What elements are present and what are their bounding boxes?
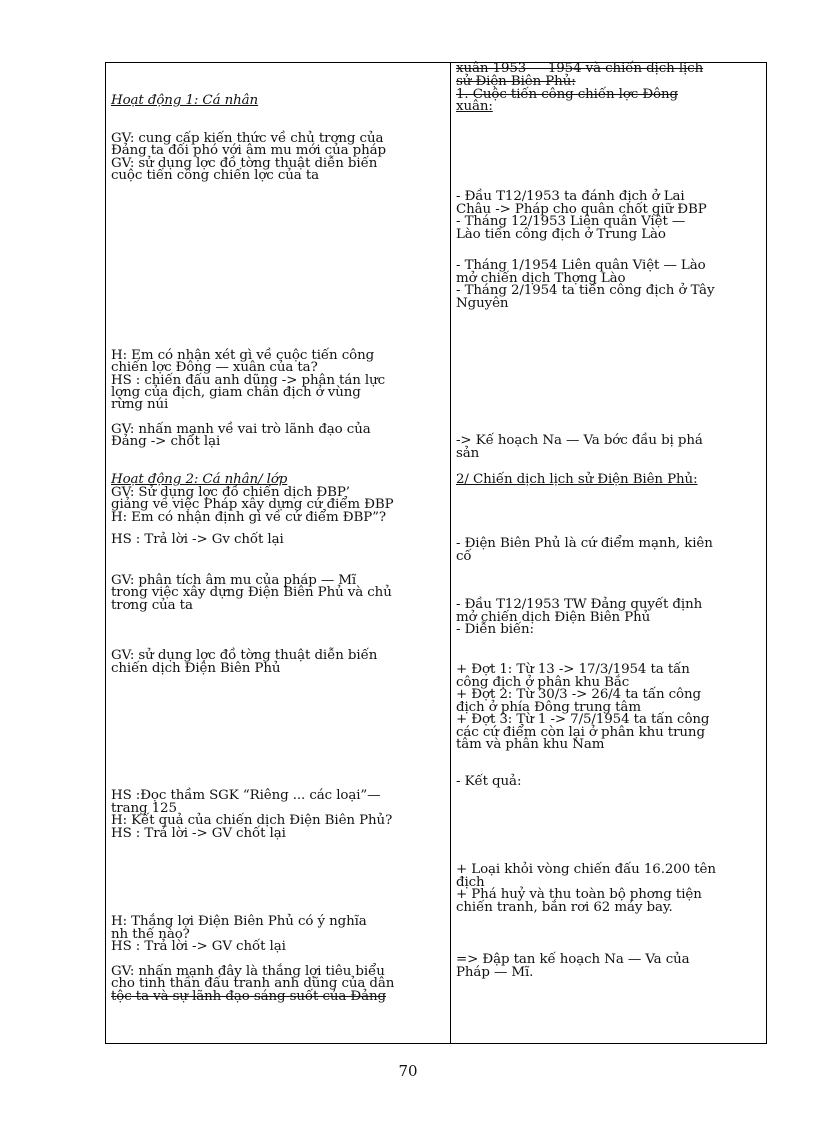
right-column-line: các cứ điểm còn lại ở phân khu trung: [456, 725, 705, 740]
left-column-line: GV: cung cấp kiến thức về chủ trơng của: [111, 131, 384, 146]
left-column-line: HS : Trả lời -> GV chốt lại: [111, 939, 286, 954]
right-column-line: Pháp — Mĩ.: [456, 965, 534, 980]
left-column-line: giảng về việc Pháp xây dựng cứ điểm ĐBP: [111, 497, 394, 512]
right-column-line: + Đợt 2: Từ 30/3 -> 26/4 ta tấn công: [456, 687, 701, 702]
left-column-line: H: Em có nhận định gì về cứ điểm ĐBP”?: [111, 510, 386, 525]
column-divider: [450, 63, 451, 1043]
right-column-line: + Phá huỷ và thu toàn bộ phơng tiện: [456, 887, 702, 902]
right-column-line: mở chiến dịch Thợng Lào: [456, 271, 626, 286]
left-column-line: H: Thắng lợi Điện Biên Phủ có ý nghĩa: [111, 914, 367, 929]
right-column-line: - Tháng 2/1954 ta tiến công địch ở Tây: [456, 283, 715, 298]
right-column-line: Lào tiến công địch ở Trung Lào: [456, 227, 666, 242]
right-column-line: - Điện Biên Phủ là cứ điểm mạnh, kiên: [456, 536, 713, 551]
right-column-line: sử Điện Biên Phủ:: [456, 74, 576, 89]
left-column-line: trơng của ta: [111, 598, 193, 613]
left-column-line: nh thế nào?: [111, 927, 190, 942]
left-column-line: HS :Đọc thầm SGK “Riêng ... các loại”—: [111, 788, 381, 803]
right-column-line: - Kết quả:: [456, 774, 522, 789]
right-column-line: xuân 1953 — 1954 và chiến dịch lịch: [456, 61, 704, 76]
right-column-line: chiến tranh, bắn rơi 62 máy bay.: [456, 900, 673, 915]
left-column-line: Đảng -> chốt lại: [111, 434, 221, 449]
left-column-line: Đảng ta đối phó với âm mu mới của pháp: [111, 143, 386, 158]
left-column-line: chiến lợc Đông — xuân của ta?: [111, 360, 318, 375]
right-column-line: - Diễn biến:: [456, 622, 534, 637]
left-column-line: trang 125: [111, 801, 177, 816]
left-column-line: chiến dịch Điện Biên Phủ: [111, 661, 281, 676]
right-column-line: - Đầu T12/1953 ta đánh địch ở Lai: [456, 189, 685, 204]
right-column-line: + Đợt 3: Từ 1 -> 7/5/1954 ta tấn công: [456, 712, 710, 727]
left-column-line: H: Em có nhận xét gì về cuộc tiến công: [111, 348, 375, 363]
right-column-line: -> Kế hoạch Na — Va bớc đầu bị phá: [456, 433, 703, 448]
left-column-line: Hoạt động 2: Cá nhân/ lớp: [111, 472, 288, 487]
right-column-line: - Tháng 1/1954 Liên quân Việt — Lào: [456, 258, 706, 273]
left-column-line: GV: sử dụng lợc đồ tờng thuật diễn biến: [111, 156, 378, 171]
right-column-line: địch ở phía Đông trung tâm: [456, 700, 641, 715]
left-column-line: cuộc tiến công chiến lợc của ta: [111, 168, 319, 183]
right-column-line: + Đợt 1: Từ 13 -> 17/3/1954 ta tấn: [456, 662, 690, 677]
left-column-line: GV: phân tích âm mu của pháp — Mĩ: [111, 573, 357, 588]
right-column-line: tâm và phân khu Nam: [456, 737, 605, 752]
left-column-line: HS : chiến đấu anh dũng -> phân tán lực: [111, 373, 386, 388]
left-column-line: lợng của địch, giam chân địch ở vùng: [111, 385, 361, 400]
right-column-line: + Loại khỏi vòng chiến đấu 16.200 tên: [456, 862, 716, 877]
right-column-line: cố: [456, 549, 472, 564]
left-column-line: GV: nhấn mạnh về vai trò lãnh đạo của: [111, 422, 371, 437]
right-column-line: công địch ở phân khu Bắc: [456, 675, 630, 690]
right-column-line: Châu -> Pháp cho quân chốt giữ ĐBP: [456, 202, 707, 217]
right-column-line: 1. Cuộc tiến công chiến lợc Đông: [456, 87, 679, 102]
right-column-line: => Đập tan kế hoạch Na — Va của: [456, 952, 690, 967]
right-column-line: xuân:: [456, 99, 493, 114]
right-column-line: mở chiến dịch Điện Biên Phủ: [456, 610, 651, 625]
page-number: 70: [398, 1062, 418, 1080]
left-column-line: HS : Trả lời -> Gv chốt lại: [111, 532, 284, 547]
right-column-line: sản: [456, 446, 480, 461]
left-column-line: trong việc xây dựng Điện Biên Phủ và chủ: [111, 585, 392, 600]
left-column-line: GV: nhấn mạnh đây là thắng lợi tiêu biểu: [111, 964, 385, 979]
right-column-line: - Tháng 12/1953 Liên quân Việt —: [456, 214, 686, 229]
left-column-line: cho tinh thần đấu tranh anh dũng của dân: [111, 976, 395, 991]
left-column-line: GV: Sử dụng lợc đồ chiến dịch ĐBP’: [111, 485, 350, 500]
left-column-line: tộc ta và sự lãnh đạo sáng suốt của Đảng: [111, 989, 387, 1004]
left-column-line: rừng núi: [111, 397, 169, 412]
right-column-line: - Đầu T12/1953 TW Đảng quyết định: [456, 597, 703, 612]
right-column-line: Nguyên: [456, 296, 509, 311]
left-column-line: HS : Trả lời -> GV chốt lại: [111, 826, 286, 841]
right-column-line: 2/ Chiến dịch lịch sử Điện Biên Phủ:: [456, 472, 698, 487]
left-column-line: GV: sử dụng lợc đồ tờng thuật diễn biến: [111, 648, 378, 663]
left-column-line: Hoạt động 1: Cá nhân: [111, 93, 259, 108]
left-column-line: H: Kết quả của chiến dịch Điện Biên Phủ?: [111, 813, 393, 828]
right-column-line: địch: [456, 875, 485, 890]
